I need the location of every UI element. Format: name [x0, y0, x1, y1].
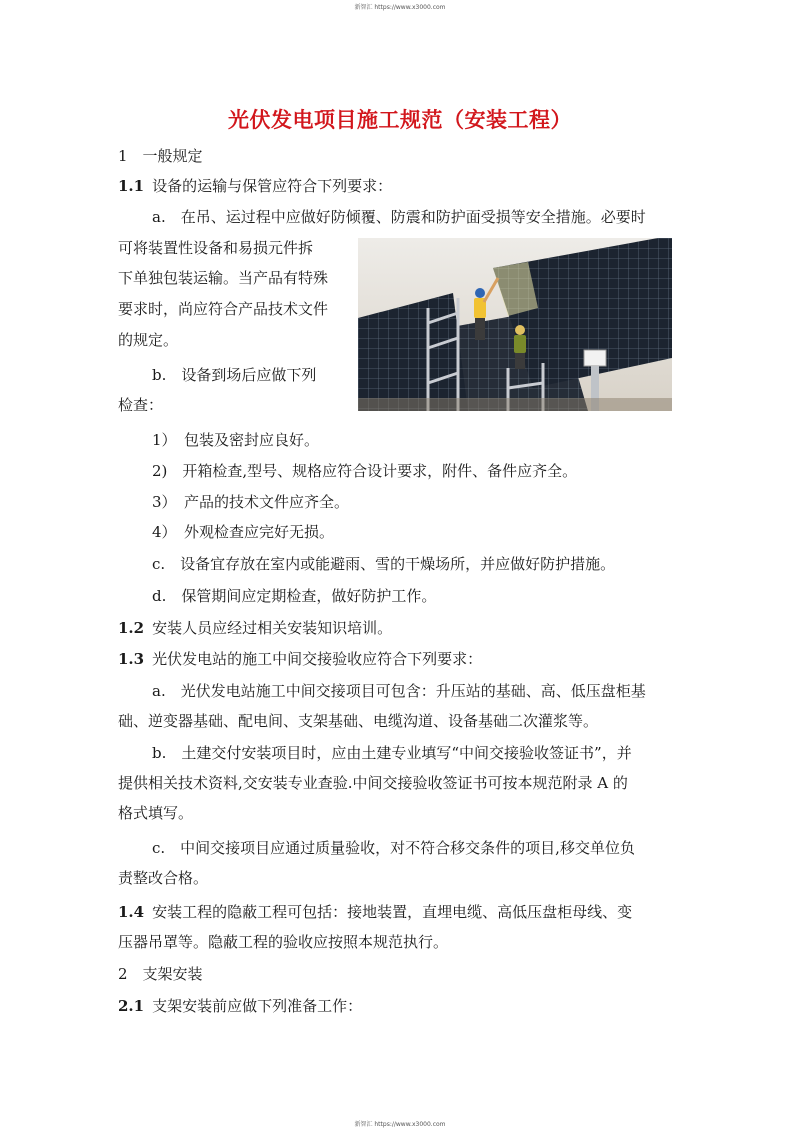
section-number: 1.1 [118, 177, 145, 195]
section-1-1 [118, 176, 392, 196]
check-item-4: 4） 外观检查应完好无损。 [152, 523, 335, 541]
section-text: 光伏发电站的施工中间交接验收应符合下列要求： [152, 650, 483, 668]
paragraph-a-line-3: 下单独包装运输。当产品有特殊 [118, 269, 329, 287]
paragraph-1-3-a-line-1: a. 光伏发电站施工中间交接项目可包含：升压站的基础、高、低压盘柜基 [152, 682, 646, 700]
header-watermark: 新智汇 https://www.x3000.com [354, 4, 446, 11]
paragraph-b-line-1: b. 设备到场后应做下列 [152, 366, 317, 384]
solar-panel-installation-photo [358, 238, 672, 411]
section-number: 1.2 [118, 619, 145, 637]
section-text: 安装人员应经过相关安装知识培训。 [152, 619, 393, 637]
paragraph-1-3-b-line-2: 提供相关技术资料,交安装专业查验.中间交接验收签证书可按本规范附录 A 的 [118, 774, 628, 792]
paragraph-c: c. 设备宜存放在室内或能避雨、雪的干燥场所，并应做好防护措施。 [152, 555, 616, 573]
paragraph-a-line-4: 要求时，尚应符合产品技术文件 [118, 300, 329, 318]
paragraph-1-3-c-line-1: c. 中间交接项目应通过质量验收，对不符合移交条件的项目,移交单位负 [152, 839, 635, 857]
check-item-3: 3） 产品的技术文件应齐全。 [152, 493, 350, 511]
paragraph-a-line-2: 可将装置性设备和易损元件拆 [118, 239, 314, 257]
paragraph-1-3-b-line-1: b. 土建交付安装项目时，应由土建专业填写“中间交接验收签证书”，并 [152, 744, 632, 762]
section-1-4-line-2: 压器吊罩等。隐蔽工程的验收应按照本规范执行。 [118, 933, 449, 951]
check-item-2: 2) 开箱检查,型号、规格应符合设计要求，附件、备件应齐全。 [152, 462, 578, 480]
page-title: 光伏发电项目施工规范（安装工程） [228, 108, 572, 132]
section-1-heading: 1 一般规定 [118, 147, 203, 165]
section-2-heading: 2 支架安装 [118, 965, 203, 983]
paragraph-a-line-5: 的规定。 [118, 331, 179, 349]
section-text: 设备的运输与保管应符合下列要求： [152, 177, 393, 195]
paragraph-1-3-b-line-3: 格式填写。 [118, 804, 194, 822]
section-number: 1.4 [118, 903, 145, 921]
section-1-2 [118, 618, 392, 638]
footer-watermark: 新智汇 https://www.x3000.com [354, 1121, 446, 1128]
paragraph-b-line-2: 检查： [118, 396, 164, 414]
paragraph-1-3-c-line-2: 责整改合格。 [118, 869, 209, 887]
section-text: 安装工程的隐蔽工程可包括：接地装置，直埋电缆、高低压盘柜母线、变 [152, 903, 633, 921]
paragraph-a-line-1: a. 在吊、运过程中应做好防倾覆、防震和防护面受损等安全措施。必要时 [152, 208, 646, 226]
section-number: 1.3 [118, 650, 145, 668]
check-item-1: 1） 包装及密封应良好。 [152, 431, 320, 449]
section-number: 2.1 [118, 997, 145, 1015]
section-1-4 [118, 902, 632, 922]
paragraph-d: d. 保管期间应定期检查，做好防护工作。 [152, 587, 437, 605]
section-2-1 [118, 996, 362, 1016]
section-1-3 [118, 649, 482, 669]
paragraph-1-3-a-line-2: 础、逆变器基础、配电间、支架基础、电缆沟道、设备基础二次灌浆等。 [118, 712, 599, 730]
section-text: 支架安装前应做下列准备工作： [152, 997, 363, 1015]
solar-panel-photo-icon [358, 238, 672, 411]
